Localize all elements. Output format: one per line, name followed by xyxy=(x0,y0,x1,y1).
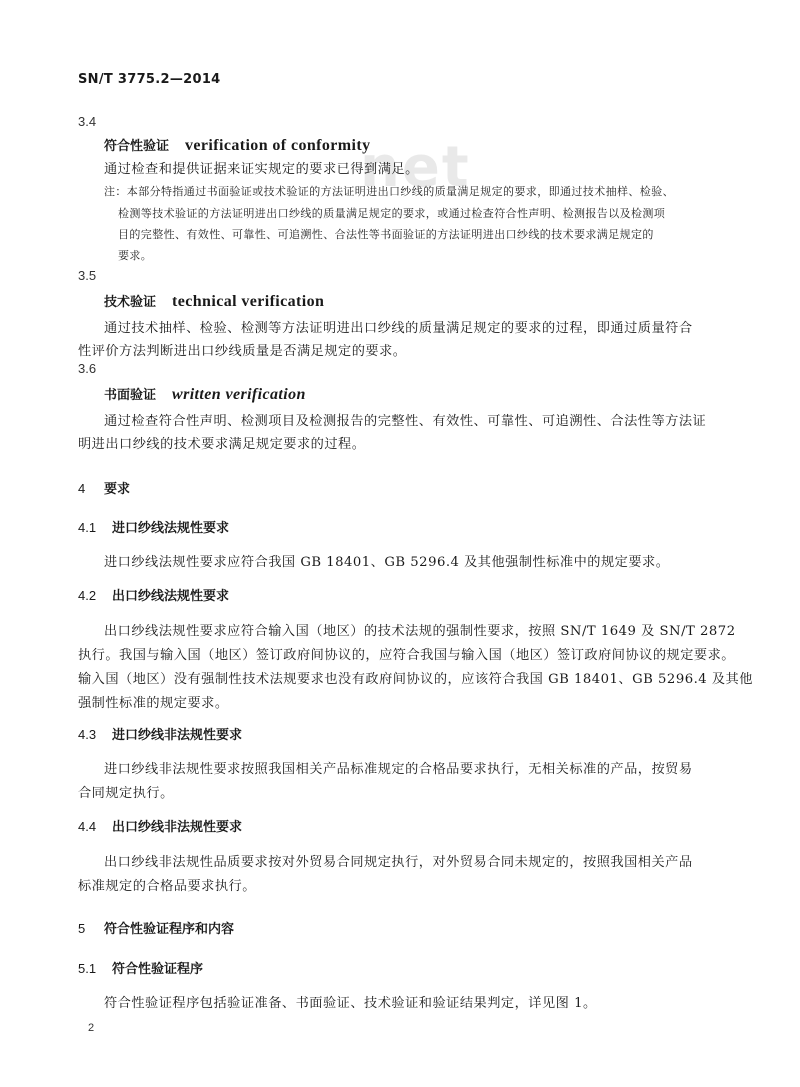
term-heading xyxy=(104,135,370,155)
note-line: 目的完整性、有效性、可靠性、可追溯性、合法性等书面验证的方法证明进出口纱线的技术要求满足规定的 xyxy=(118,228,654,241)
term-number: 3.6 xyxy=(78,361,97,376)
section-number: 4 xyxy=(78,481,86,496)
term-definition: 性评价方法判断进出口纱线质量是否满足规定的要求。 xyxy=(78,344,407,359)
section-number: 4.3 xyxy=(78,727,97,742)
watermark-text: net xyxy=(360,135,471,200)
paragraph-line: 进口纱线法规性要求应符合我国 GB 18401、GB 5296.4 及其他强制性标准中的规定要求。 xyxy=(104,555,670,570)
section-title: 出口纱线非法规性要求 xyxy=(112,820,243,835)
term-heading xyxy=(104,291,324,311)
section-title: 进口纱线法规性要求 xyxy=(112,521,230,536)
subsection-heading xyxy=(78,517,229,536)
paragraph-line: 符合性验证程序包括验证准备、书面验证、技术验证和验证结果判定，详见图 1。 xyxy=(104,996,597,1011)
term-heading xyxy=(104,384,306,404)
section-number: 5.1 xyxy=(78,961,97,976)
term-cn: 符合性验证 xyxy=(104,139,170,154)
section-title: 进口纱线非法规性要求 xyxy=(112,728,243,743)
subsection-heading xyxy=(78,958,203,977)
subsection-heading xyxy=(78,585,229,604)
paragraph-line: 进口纱线非法规性要求按照我国相关产品标准规定的合格品要求执行，无相关标准的产品，按贸易 xyxy=(104,762,693,777)
section-number: 4.2 xyxy=(78,588,97,603)
paragraph-line: 合同规定执行。 xyxy=(78,786,174,801)
term-en: technical verification xyxy=(172,293,325,310)
term-definition: 通过技术抽样、检验、检测等方法证明进出口纱线的质量满足规定的要求的过程，即通过质量符合 xyxy=(104,321,693,336)
section-title: 符合性验证程序 xyxy=(112,962,204,977)
note-line: 注：本部分特指通过书面验证或技术验证的方法证明进出口纱线的质量满足规定的要求，即通过技术抽样、检验、 xyxy=(104,185,674,198)
section-title: 出口纱线法规性要求 xyxy=(112,589,230,604)
subsection-heading xyxy=(78,724,242,743)
term-en: verification of conformity xyxy=(185,137,371,154)
term-definition: 通过检查符合性声明、检测项目及检测报告的完整性、有效性、可靠性、可追溯性、合法性等方法证 xyxy=(104,414,707,429)
paragraph-line: 出口纱线非法规性品质要求按对外贸易合同规定执行，对外贸易合同未规定的，按照我国相关产品 xyxy=(104,855,693,870)
note-line: 要求。 xyxy=(118,249,153,262)
term-definition: 明进出口纱线的技术要求满足规定要求的过程。 xyxy=(78,437,366,452)
term-definition: 通过检查和提供证据来证实规定的要求已得到满足。 xyxy=(104,162,419,177)
section-number: 4.1 xyxy=(78,520,97,535)
term-number: 3.5 xyxy=(78,268,97,283)
paragraph-line: 输入国（地区）没有强制性技术法规要求也没有政府间协议的，应该符合我国 GB 18401、GB 5296.4 及其他 xyxy=(78,672,753,687)
section-heading xyxy=(78,478,130,497)
term-cn: 技术验证 xyxy=(104,295,157,310)
note-line: 检测等技术验证的方法证明进出口纱线的质量满足规定的要求，或通过检查符合性声明、检测报告以及检测项 xyxy=(118,207,666,220)
term-en: written verification xyxy=(172,386,306,403)
section-number: 4.4 xyxy=(78,819,97,834)
section-heading xyxy=(78,918,234,937)
term-cn: 书面验证 xyxy=(104,388,157,403)
paragraph-line: 出口纱线法规性要求应符合输入国（地区）的技术法规的强制性要求，按照 SN/T 1649 及 SN/T 2872 xyxy=(104,624,736,639)
page-number: 2 xyxy=(88,1022,95,1034)
section-title: 符合性验证程序和内容 xyxy=(104,922,235,937)
paragraph-line: 执行。我国与输入国（地区）签订政府间协议的，应符合我国与输入国（地区）签订政府间协议的规定要求。 xyxy=(78,648,735,663)
standard-code: SN/T 3775.2—2014 xyxy=(78,72,221,87)
term-number: 3.4 xyxy=(78,114,97,129)
paragraph-line: 强制性标准的规定要求。 xyxy=(78,696,229,711)
subsection-heading xyxy=(78,816,242,835)
paragraph-line: 标准规定的合格品要求执行。 xyxy=(78,879,256,894)
section-title: 要求 xyxy=(104,482,131,497)
section-number: 5 xyxy=(78,921,86,936)
